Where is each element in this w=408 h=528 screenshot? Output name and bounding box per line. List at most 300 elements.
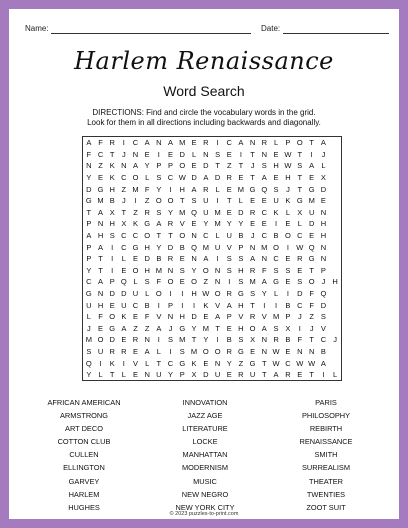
grid-letter[interactable]: S xyxy=(167,335,173,345)
grid-letter[interactable]: L xyxy=(191,149,197,159)
grid-letter[interactable]: G xyxy=(109,323,116,333)
grid-letter[interactable]: H xyxy=(238,300,244,310)
grid-letter[interactable]: O xyxy=(214,289,221,299)
grid-letter[interactable]: I xyxy=(157,335,160,345)
grid-letter[interactable]: H xyxy=(179,184,185,194)
grid-letter[interactable]: A xyxy=(156,323,162,333)
grid-letter[interactable]: F xyxy=(98,138,103,148)
grid-letter[interactable]: E xyxy=(261,219,267,229)
grid-letter[interactable]: R xyxy=(121,346,127,356)
grid-letter[interactable]: T xyxy=(179,196,185,206)
grid-letter[interactable]: Z xyxy=(144,196,150,206)
grid-letter[interactable]: E xyxy=(297,370,303,380)
grid-letter[interactable]: Y xyxy=(156,242,162,252)
grid-letter[interactable]: P xyxy=(285,312,291,322)
grid-letter[interactable]: N xyxy=(214,358,221,368)
grid-letter[interactable]: F xyxy=(98,312,103,322)
grid-letter[interactable]: N xyxy=(308,346,315,356)
grid-letter[interactable]: N xyxy=(191,254,197,264)
grid-letter[interactable]: E xyxy=(98,323,104,333)
grid-letter[interactable]: B xyxy=(226,335,232,345)
grid-letter[interactable]: D xyxy=(203,161,209,171)
grid-letter[interactable]: N xyxy=(214,265,221,275)
grid-letter[interactable]: N xyxy=(261,149,267,159)
grid-letter[interactable]: N xyxy=(320,254,327,264)
grid-letter[interactable]: J xyxy=(297,312,302,322)
grid-letter[interactable]: V xyxy=(156,312,162,322)
grid-letter[interactable]: I xyxy=(169,184,172,194)
grid-letter[interactable]: I xyxy=(111,242,114,252)
grid-letter[interactable]: Z xyxy=(144,323,150,333)
grid-letter[interactable]: X xyxy=(121,219,127,229)
grid-letter[interactable]: T xyxy=(250,149,255,159)
grid-letter[interactable]: E xyxy=(144,149,150,159)
grid-letter[interactable]: K xyxy=(121,312,127,322)
grid-letter[interactable]: F xyxy=(156,277,162,287)
grid-letter[interactable]: A xyxy=(191,184,197,194)
grid-letter[interactable]: O xyxy=(97,335,104,345)
grid-letter[interactable]: R xyxy=(203,138,209,148)
grid-letter[interactable]: O xyxy=(155,289,162,299)
grid-letter[interactable]: J xyxy=(168,323,173,333)
grid-letter[interactable]: P xyxy=(167,300,173,310)
grid-letter[interactable]: O xyxy=(179,231,186,241)
grid-letter[interactable]: D xyxy=(297,289,303,299)
grid-letter[interactable]: F xyxy=(144,312,150,322)
grid-letter[interactable]: S xyxy=(191,196,197,206)
grid-letter[interactable]: H xyxy=(109,219,115,229)
grid-letter[interactable]: W xyxy=(296,242,304,252)
grid-letter[interactable]: I xyxy=(310,149,313,159)
grid-letter[interactable]: K xyxy=(203,300,209,310)
grid-letter[interactable]: A xyxy=(320,358,326,368)
grid-letter[interactable]: A xyxy=(144,138,150,148)
grid-letter[interactable]: T xyxy=(297,149,303,159)
grid-letter[interactable]: D xyxy=(86,184,92,194)
grid-letter[interactable]: E xyxy=(273,173,279,183)
grid-letter[interactable]: D xyxy=(144,254,150,264)
grid-letter[interactable]: L xyxy=(215,184,220,194)
grid-letter[interactable]: O xyxy=(132,265,139,275)
grid-letter[interactable]: I xyxy=(228,277,231,287)
grid-letter[interactable]: M xyxy=(237,184,244,194)
grid-letter[interactable]: E xyxy=(309,231,315,241)
grid-letter[interactable]: G xyxy=(308,254,315,264)
grid-letter[interactable]: A xyxy=(98,207,104,217)
grid-letter[interactable]: E xyxy=(285,254,291,264)
grid-letter[interactable]: S xyxy=(238,277,244,287)
grid-letter[interactable]: O xyxy=(167,277,174,287)
grid-letter[interactable]: M xyxy=(214,219,221,229)
grid-letter[interactable]: B xyxy=(109,196,115,206)
grid-letter[interactable]: L xyxy=(121,254,126,264)
grid-letter[interactable]: R xyxy=(109,138,115,148)
grid-letter[interactable]: C xyxy=(121,242,127,252)
grid-letter[interactable]: A xyxy=(273,370,279,380)
grid-letter[interactable]: E xyxy=(250,196,256,206)
grid-letter[interactable]: I xyxy=(157,149,160,159)
grid-letter[interactable]: L xyxy=(273,289,279,299)
grid-letter[interactable]: R xyxy=(249,265,256,275)
grid-letter[interactable]: P xyxy=(226,312,232,322)
grid-letter[interactable]: S xyxy=(273,265,279,275)
grid-letter[interactable]: S xyxy=(156,173,162,183)
grid-letter[interactable]: I xyxy=(169,346,172,356)
grid-letter[interactable]: X xyxy=(109,207,115,217)
grid-letter[interactable]: M xyxy=(179,138,186,148)
grid-letter[interactable]: P xyxy=(86,242,92,252)
grid-letter[interactable]: A xyxy=(203,173,209,183)
grid-letter[interactable]: J xyxy=(309,323,314,333)
grid-letter[interactable]: D xyxy=(179,149,185,159)
grid-letter[interactable]: V xyxy=(133,358,139,368)
grid-letter[interactable]: P xyxy=(86,219,92,229)
grid-letter[interactable]: O xyxy=(214,346,221,356)
grid-letter[interactable]: Y xyxy=(191,323,197,333)
grid-letter[interactable]: N xyxy=(261,346,267,356)
grid-letter[interactable]: U xyxy=(97,346,104,356)
grid-letter[interactable]: I xyxy=(322,370,325,380)
grid-letter[interactable]: C xyxy=(132,138,139,148)
grid-letter[interactable]: O xyxy=(179,161,186,171)
grid-letter[interactable]: J xyxy=(86,323,91,333)
grid-letter[interactable]: U xyxy=(203,196,209,206)
grid-letter[interactable]: C xyxy=(121,231,127,241)
grid-letter[interactable]: G xyxy=(296,196,303,206)
grid-letter[interactable]: A xyxy=(309,161,315,171)
grid-letter[interactable]: R xyxy=(109,346,115,356)
grid-letter[interactable]: I xyxy=(216,196,219,206)
grid-letter[interactable]: Y xyxy=(203,219,209,229)
grid-letter[interactable]: D xyxy=(167,242,174,252)
grid-letter[interactable]: L xyxy=(86,312,91,322)
grid-letter[interactable]: U xyxy=(121,300,127,310)
grid-letter[interactable]: S xyxy=(215,149,221,159)
grid-letter[interactable]: I xyxy=(286,242,289,252)
grid-letter[interactable]: C xyxy=(203,231,209,241)
grid-letter[interactable]: S xyxy=(320,312,326,322)
grid-letter[interactable]: S xyxy=(156,207,162,217)
grid-letter[interactable]: J xyxy=(286,184,290,194)
grid-letter[interactable]: S xyxy=(273,184,279,194)
grid-letter[interactable]: R xyxy=(249,312,256,322)
grid-letter[interactable]: O xyxy=(167,196,174,206)
grid-letter[interactable]: F xyxy=(86,149,92,159)
grid-letter[interactable]: U xyxy=(226,231,232,241)
grid-letter[interactable]: R xyxy=(273,335,279,345)
grid-letter[interactable]: O xyxy=(132,173,139,183)
grid-letter[interactable]: U xyxy=(308,207,315,217)
grid-letter[interactable]: W xyxy=(178,173,186,183)
grid-letter[interactable]: A xyxy=(121,323,127,333)
grid-letter[interactable]: E xyxy=(133,312,139,322)
grid-letter[interactable]: E xyxy=(226,184,232,194)
grid-letter[interactable]: E xyxy=(226,207,232,217)
grid-letter[interactable]: C xyxy=(132,300,139,310)
grid-letter[interactable]: E xyxy=(203,312,209,322)
grid-letter[interactable]: H xyxy=(273,161,279,171)
grid-letter[interactable]: B xyxy=(285,300,291,310)
grid-letter[interactable]: P xyxy=(179,370,185,380)
grid-letter[interactable]: H xyxy=(238,265,244,275)
grid-letter[interactable]: L xyxy=(297,219,302,229)
date-field-line[interactable] xyxy=(283,33,389,34)
grid-letter[interactable]: P xyxy=(320,265,326,275)
grid-letter[interactable]: V xyxy=(320,323,326,333)
grid-letter[interactable]: E xyxy=(309,173,315,183)
grid-letter[interactable]: G xyxy=(97,184,104,194)
grid-letter[interactable]: G xyxy=(179,323,186,333)
grid-letter[interactable]: T xyxy=(261,370,267,380)
grid-letter[interactable]: B xyxy=(285,335,291,345)
grid-letter[interactable]: S xyxy=(226,254,232,264)
grid-letter[interactable]: H xyxy=(285,173,291,183)
grid-letter[interactable]: Y xyxy=(203,335,209,345)
grid-letter[interactable]: Z xyxy=(309,312,314,322)
grid-letter[interactable]: U xyxy=(132,289,139,299)
grid-letter[interactable]: M xyxy=(308,196,315,206)
grid-letter[interactable]: Z xyxy=(226,161,232,171)
grid-letter[interactable]: H xyxy=(144,265,150,275)
grid-letter[interactable]: L xyxy=(238,196,243,206)
grid-letter[interactable]: F xyxy=(144,184,150,194)
grid-letter[interactable]: L xyxy=(273,138,279,148)
grid-letter[interactable]: M xyxy=(202,242,209,252)
grid-letter[interactable]: B xyxy=(273,231,279,241)
grid-letter[interactable]: V xyxy=(226,242,232,252)
grid-letter[interactable]: E xyxy=(121,335,127,345)
grid-letter[interactable]: E xyxy=(297,265,303,275)
grid-letter[interactable]: M xyxy=(214,207,221,217)
grid-letter[interactable]: I xyxy=(298,323,301,333)
grid-letter[interactable]: J xyxy=(121,149,126,159)
grid-letter[interactable]: Q xyxy=(261,184,268,194)
grid-letter[interactable]: L xyxy=(321,161,326,171)
grid-letter[interactable]: Y xyxy=(144,161,150,171)
grid-letter[interactable]: A xyxy=(261,323,267,333)
grid-letter[interactable]: F xyxy=(297,335,303,345)
grid-letter[interactable]: T xyxy=(191,335,197,345)
grid-letter[interactable]: Q xyxy=(120,277,127,287)
grid-letter[interactable]: B xyxy=(144,300,150,310)
grid-letter[interactable]: N xyxy=(144,335,150,345)
grid-letter[interactable]: T xyxy=(297,184,303,194)
grid-letter[interactable]: L xyxy=(215,231,220,241)
grid-letter[interactable]: E xyxy=(191,161,197,171)
grid-letter[interactable]: J xyxy=(333,335,337,345)
grid-letter[interactable]: G xyxy=(273,277,279,287)
grid-letter[interactable]: D xyxy=(121,289,127,299)
grid-letter[interactable]: T xyxy=(215,161,220,171)
grid-letter[interactable]: Y xyxy=(167,207,173,217)
grid-letter[interactable]: D xyxy=(320,300,327,310)
grid-letter[interactable]: L xyxy=(145,173,150,183)
grid-letter[interactable]: U xyxy=(273,196,279,206)
grid-letter[interactable]: M xyxy=(179,335,186,345)
grid-letter[interactable]: T xyxy=(109,149,115,159)
grid-letter[interactable]: T xyxy=(250,300,255,310)
grid-letter[interactable]: T xyxy=(238,161,244,171)
grid-letter[interactable]: V xyxy=(261,312,267,322)
grid-letter[interactable]: X xyxy=(191,370,197,380)
grid-letter[interactable]: Y xyxy=(238,219,244,229)
grid-letter[interactable]: G xyxy=(85,196,92,206)
grid-letter[interactable]: O xyxy=(202,265,209,275)
grid-letter[interactable]: Y xyxy=(86,173,92,183)
grid-letter[interactable]: Q xyxy=(308,242,315,252)
grid-letter[interactable]: N xyxy=(97,289,104,299)
grid-letter[interactable]: X xyxy=(285,323,291,333)
grid-letter[interactable]: A xyxy=(167,138,173,148)
grid-letter[interactable]: Z xyxy=(133,323,138,333)
grid-letter[interactable]: S xyxy=(179,265,185,275)
grid-letter[interactable]: C xyxy=(167,358,174,368)
grid-letter[interactable]: N xyxy=(167,265,174,275)
grid-letter[interactable]: S xyxy=(273,323,279,333)
grid-letter[interactable]: N xyxy=(249,138,256,148)
grid-letter[interactable]: K xyxy=(285,196,291,206)
grid-letter[interactable]: L xyxy=(156,346,161,356)
grid-letter[interactable]: E xyxy=(250,346,256,356)
grid-letter[interactable]: W xyxy=(284,161,292,171)
grid-letter[interactable]: T xyxy=(297,173,303,183)
grid-letter[interactable]: T xyxy=(261,358,267,368)
grid-letter[interactable]: D xyxy=(238,207,244,217)
grid-letter[interactable]: M xyxy=(132,184,139,194)
grid-letter[interactable]: N xyxy=(203,149,209,159)
grid-letter[interactable]: F xyxy=(309,289,314,299)
grid-letter[interactable]: E xyxy=(133,370,139,380)
grid-letter[interactable]: T xyxy=(309,265,314,275)
grid-letter[interactable]: C xyxy=(261,231,267,241)
grid-letter[interactable]: R xyxy=(132,335,139,345)
grid-letter[interactable]: S xyxy=(297,161,303,171)
grid-letter[interactable]: J xyxy=(250,161,255,171)
grid-letter[interactable]: K xyxy=(109,173,115,183)
grid-letter[interactable]: Z xyxy=(133,207,138,217)
grid-letter[interactable]: C xyxy=(320,335,327,345)
grid-letter[interactable]: C xyxy=(86,277,92,287)
grid-letter[interactable]: I xyxy=(122,138,125,148)
grid-letter[interactable]: Y xyxy=(226,358,232,368)
grid-letter[interactable]: I xyxy=(157,300,160,310)
grid-letter[interactable]: H xyxy=(238,323,244,333)
grid-letter[interactable]: V xyxy=(215,300,221,310)
grid-letter[interactable]: G xyxy=(308,184,315,194)
grid-letter[interactable]: Q xyxy=(191,242,197,252)
grid-letter[interactable]: N xyxy=(167,312,174,322)
grid-letter[interactable]: J xyxy=(250,231,255,241)
grid-letter[interactable]: S xyxy=(250,289,256,299)
grid-letter[interactable]: A xyxy=(226,300,232,310)
grid-letter[interactable]: E xyxy=(273,149,279,159)
grid-letter[interactable]: E xyxy=(121,265,127,275)
grid-letter[interactable]: M xyxy=(85,335,92,345)
grid-letter[interactable]: I xyxy=(111,254,114,264)
grid-letter[interactable]: S xyxy=(226,265,232,275)
grid-letter[interactable]: B xyxy=(320,346,326,356)
grid-letter[interactable]: U xyxy=(156,370,162,380)
grid-letter[interactable]: I xyxy=(181,289,184,299)
grid-letter[interactable]: H xyxy=(179,312,185,322)
grid-letter[interactable]: T xyxy=(109,370,115,380)
grid-letter[interactable]: L xyxy=(98,370,103,380)
grid-letter[interactable]: K xyxy=(109,161,115,171)
grid-letter[interactable]: H xyxy=(320,219,327,229)
grid-letter[interactable]: T xyxy=(156,358,162,368)
grid-letter[interactable]: T xyxy=(98,265,103,275)
grid-letter[interactable]: C xyxy=(297,300,303,310)
grid-letter[interactable]: Y xyxy=(86,370,92,380)
grid-letter[interactable]: I xyxy=(216,335,219,345)
grid-letter[interactable]: H xyxy=(332,277,338,287)
grid-letter[interactable]: L xyxy=(121,370,126,380)
grid-letter[interactable]: Z xyxy=(203,277,209,287)
grid-letter[interactable]: N xyxy=(191,231,197,241)
grid-letter[interactable]: C xyxy=(273,254,279,264)
grid-letter[interactable]: C xyxy=(121,173,127,183)
grid-letter[interactable]: J xyxy=(321,149,326,159)
grid-letter[interactable]: A xyxy=(215,312,221,322)
grid-letter[interactable]: H xyxy=(144,242,150,252)
grid-letter[interactable]: U xyxy=(214,242,221,252)
grid-letter[interactable]: I xyxy=(169,289,172,299)
grid-letter[interactable]: T xyxy=(309,335,314,345)
grid-letter[interactable]: A xyxy=(261,277,267,287)
grid-letter[interactable]: V xyxy=(179,219,185,229)
grid-letter[interactable]: S xyxy=(285,265,291,275)
grid-letter[interactable]: O xyxy=(296,138,303,148)
grid-letter[interactable]: P xyxy=(156,161,162,171)
grid-letter[interactable]: D xyxy=(203,370,209,380)
grid-letter[interactable]: Q xyxy=(85,358,92,368)
grid-letter[interactable]: R xyxy=(226,346,232,356)
grid-letter[interactable]: I xyxy=(239,149,242,159)
grid-letter[interactable]: M xyxy=(179,207,186,217)
grid-letter[interactable]: D xyxy=(191,173,197,183)
grid-letter[interactable]: T xyxy=(309,370,314,380)
grid-letter[interactable]: M xyxy=(261,242,268,252)
grid-letter[interactable]: Z xyxy=(98,161,103,171)
grid-letter[interactable]: P xyxy=(285,138,291,148)
grid-letter[interactable]: M xyxy=(272,312,280,322)
grid-letter[interactable]: S xyxy=(86,346,92,356)
grid-letter[interactable]: P xyxy=(109,277,115,287)
grid-letter[interactable]: M xyxy=(249,277,256,287)
grid-letter[interactable]: I xyxy=(192,300,196,310)
grid-letter[interactable]: C xyxy=(97,149,104,159)
grid-letter[interactable]: L xyxy=(145,289,150,299)
grid-letter[interactable]: O xyxy=(285,231,291,241)
grid-letter[interactable]: D xyxy=(320,184,327,194)
grid-letter[interactable]: A xyxy=(250,254,256,264)
name-field-line[interactable] xyxy=(51,33,251,34)
grid-letter[interactable]: E xyxy=(98,173,104,183)
grid-letter[interactable]: T xyxy=(86,207,92,217)
grid-letter[interactable]: Z xyxy=(238,358,244,368)
grid-letter[interactable]: X xyxy=(297,207,303,217)
grid-letter[interactable]: N xyxy=(132,149,139,159)
grid-letter[interactable]: A xyxy=(133,161,139,171)
grid-letter[interactable]: N xyxy=(144,370,150,380)
grid-letter[interactable]: J xyxy=(121,196,126,206)
grid-letter[interactable]: R xyxy=(249,207,256,217)
grid-letter[interactable]: E xyxy=(191,219,197,229)
grid-letter[interactable]: C xyxy=(297,231,303,241)
grid-letter[interactable]: Y xyxy=(226,219,232,229)
grid-letter[interactable]: G xyxy=(249,184,256,194)
grid-letter[interactable]: C xyxy=(285,358,291,368)
